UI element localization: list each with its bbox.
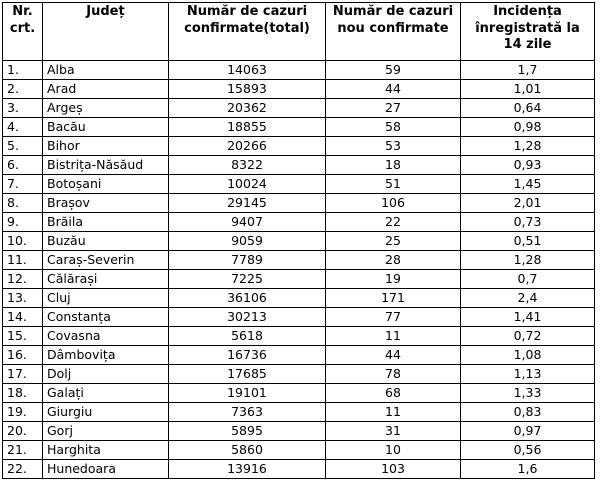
cell-new-cases: 19 (326, 270, 461, 289)
cell-incidence: 0,83 (461, 403, 595, 422)
cell-nr-crt: 13. (3, 289, 43, 308)
table-row (3, 251, 595, 270)
cell-nr-crt: 20. (3, 422, 43, 441)
cell-nr-crt: 5. (3, 137, 43, 156)
cell-new-cases: 77 (326, 308, 461, 327)
cell-nr-crt: 1. (3, 61, 43, 80)
cell-total-cases: 5895 (169, 422, 326, 441)
table-row (3, 441, 595, 460)
cell-incidence: 0,72 (461, 327, 595, 346)
cell-total-cases: 10024 (169, 175, 326, 194)
cell-incidence: 0,93 (461, 156, 595, 175)
cell-judet: Caraș-Severin (43, 251, 169, 270)
cell-incidence: 1,7 (461, 61, 595, 80)
cell-nr-crt: 3. (3, 99, 43, 118)
cell-total-cases: 14063 (169, 61, 326, 80)
cell-judet: Gorj (43, 422, 169, 441)
cell-total-cases: 16736 (169, 346, 326, 365)
cell-total-cases: 9407 (169, 213, 326, 232)
cell-nr-crt: 18. (3, 384, 43, 403)
cell-total-cases: 5618 (169, 327, 326, 346)
cell-judet: Brașov (43, 194, 169, 213)
cell-new-cases: 44 (326, 80, 461, 99)
cell-total-cases: 15893 (169, 80, 326, 99)
cell-judet: Constanța (43, 308, 169, 327)
cell-nr-crt: 9. (3, 213, 43, 232)
cell-new-cases: 59 (326, 61, 461, 80)
table-row (3, 270, 595, 289)
cell-judet: Alba (43, 61, 169, 80)
table-row (3, 232, 595, 251)
cell-incidence: 1,28 (461, 251, 595, 270)
header-total-cases: Număr de cazuri confirmate(total) (169, 3, 326, 61)
cell-judet: Giurgiu (43, 403, 169, 422)
header-nr-crt: Nr. crt. (3, 3, 43, 61)
cell-nr-crt: 15. (3, 327, 43, 346)
cell-total-cases: 30213 (169, 308, 326, 327)
cell-new-cases: 78 (326, 365, 461, 384)
cell-judet: Buzău (43, 232, 169, 251)
cell-judet: Covasna (43, 327, 169, 346)
cell-nr-crt: 2. (3, 80, 43, 99)
cell-nr-crt: 11. (3, 251, 43, 270)
cell-incidence: 0,56 (461, 441, 595, 460)
cell-new-cases: 11 (326, 403, 461, 422)
cell-incidence: 1,45 (461, 175, 595, 194)
table-row (3, 384, 595, 403)
cell-judet: Bistrița-Năsăud (43, 156, 169, 175)
cell-new-cases: 68 (326, 384, 461, 403)
cell-nr-crt: 14. (3, 308, 43, 327)
cell-total-cases: 20362 (169, 99, 326, 118)
cell-nr-crt: 6. (3, 156, 43, 175)
cell-judet: Botoșani (43, 175, 169, 194)
cell-nr-crt: 4. (3, 118, 43, 137)
header-incidence: Incidența înregistrată la 14 zile (461, 3, 595, 61)
cell-judet: Harghita (43, 441, 169, 460)
cell-judet: Brăila (43, 213, 169, 232)
table-row (3, 213, 595, 232)
cell-judet: Hunedoara (43, 460, 169, 479)
cell-nr-crt: 19. (3, 403, 43, 422)
table-row (3, 137, 595, 156)
cell-new-cases: 25 (326, 232, 461, 251)
table-row (3, 61, 595, 80)
cell-incidence: 0,51 (461, 232, 595, 251)
cell-incidence: 0,64 (461, 99, 595, 118)
cell-new-cases: 171 (326, 289, 461, 308)
cell-nr-crt: 22. (3, 460, 43, 479)
table-row (3, 99, 595, 118)
table-row (3, 422, 595, 441)
cell-nr-crt: 10. (3, 232, 43, 251)
cell-incidence: 2,4 (461, 289, 595, 308)
cell-incidence: 0,73 (461, 213, 595, 232)
cell-total-cases: 13916 (169, 460, 326, 479)
cell-incidence: 1,13 (461, 365, 595, 384)
cell-incidence: 1,41 (461, 308, 595, 327)
cell-total-cases: 7789 (169, 251, 326, 270)
cell-incidence: 0,97 (461, 422, 595, 441)
cell-nr-crt: 7. (3, 175, 43, 194)
table-row (3, 118, 595, 137)
cell-incidence: 1,08 (461, 346, 595, 365)
table-row (3, 289, 595, 308)
cell-new-cases: 51 (326, 175, 461, 194)
cell-judet: Dolj (43, 365, 169, 384)
cell-new-cases: 22 (326, 213, 461, 232)
header-row (3, 3, 595, 61)
cell-judet: Călărași (43, 270, 169, 289)
cell-total-cases: 20266 (169, 137, 326, 156)
table-body (3, 61, 595, 479)
cell-new-cases: 53 (326, 137, 461, 156)
header-judet: Județ (43, 3, 169, 61)
cell-nr-crt: 8. (3, 194, 43, 213)
cell-new-cases: 106 (326, 194, 461, 213)
cell-incidence: 1,6 (461, 460, 595, 479)
cell-new-cases: 27 (326, 99, 461, 118)
table-row (3, 194, 595, 213)
cell-judet: Dâmbovița (43, 346, 169, 365)
cell-nr-crt: 21. (3, 441, 43, 460)
cell-judet: Argeș (43, 99, 169, 118)
table-row (3, 80, 595, 99)
cell-total-cases: 8322 (169, 156, 326, 175)
header-new-cases: Număr de cazuri nou confirmate (326, 3, 461, 61)
table-row (3, 346, 595, 365)
cell-nr-crt: 17. (3, 365, 43, 384)
cell-new-cases: 10 (326, 441, 461, 460)
table-row (3, 308, 595, 327)
table-row (3, 460, 595, 479)
cell-incidence: 1,01 (461, 80, 595, 99)
table-row (3, 175, 595, 194)
cell-judet: Bacău (43, 118, 169, 137)
cell-new-cases: 58 (326, 118, 461, 137)
cell-incidence: 0,98 (461, 118, 595, 137)
cell-total-cases: 19101 (169, 384, 326, 403)
cell-new-cases: 103 (326, 460, 461, 479)
cell-total-cases: 9059 (169, 232, 326, 251)
cell-incidence: 0,7 (461, 270, 595, 289)
table-row (3, 403, 595, 422)
cell-incidence: 1,28 (461, 137, 595, 156)
cell-new-cases: 31 (326, 422, 461, 441)
cell-judet: Bihor (43, 137, 169, 156)
table-row (3, 327, 595, 346)
cell-new-cases: 44 (326, 346, 461, 365)
cell-new-cases: 18 (326, 156, 461, 175)
cell-total-cases: 7225 (169, 270, 326, 289)
cell-nr-crt: 12. (3, 270, 43, 289)
cell-total-cases: 18855 (169, 118, 326, 137)
cell-new-cases: 28 (326, 251, 461, 270)
cell-total-cases: 17685 (169, 365, 326, 384)
table-row (3, 156, 595, 175)
cell-incidence: 1,33 (461, 384, 595, 403)
cell-total-cases: 5860 (169, 441, 326, 460)
cell-nr-crt: 16. (3, 346, 43, 365)
cell-incidence: 2,01 (461, 194, 595, 213)
cell-total-cases: 29145 (169, 194, 326, 213)
table-row (3, 365, 595, 384)
cell-judet: Arad (43, 80, 169, 99)
cell-judet: Galați (43, 384, 169, 403)
cell-judet: Cluj (43, 289, 169, 308)
covid-cases-by-county-table (2, 2, 595, 479)
cell-total-cases: 7363 (169, 403, 326, 422)
cell-new-cases: 11 (326, 327, 461, 346)
cell-total-cases: 36106 (169, 289, 326, 308)
